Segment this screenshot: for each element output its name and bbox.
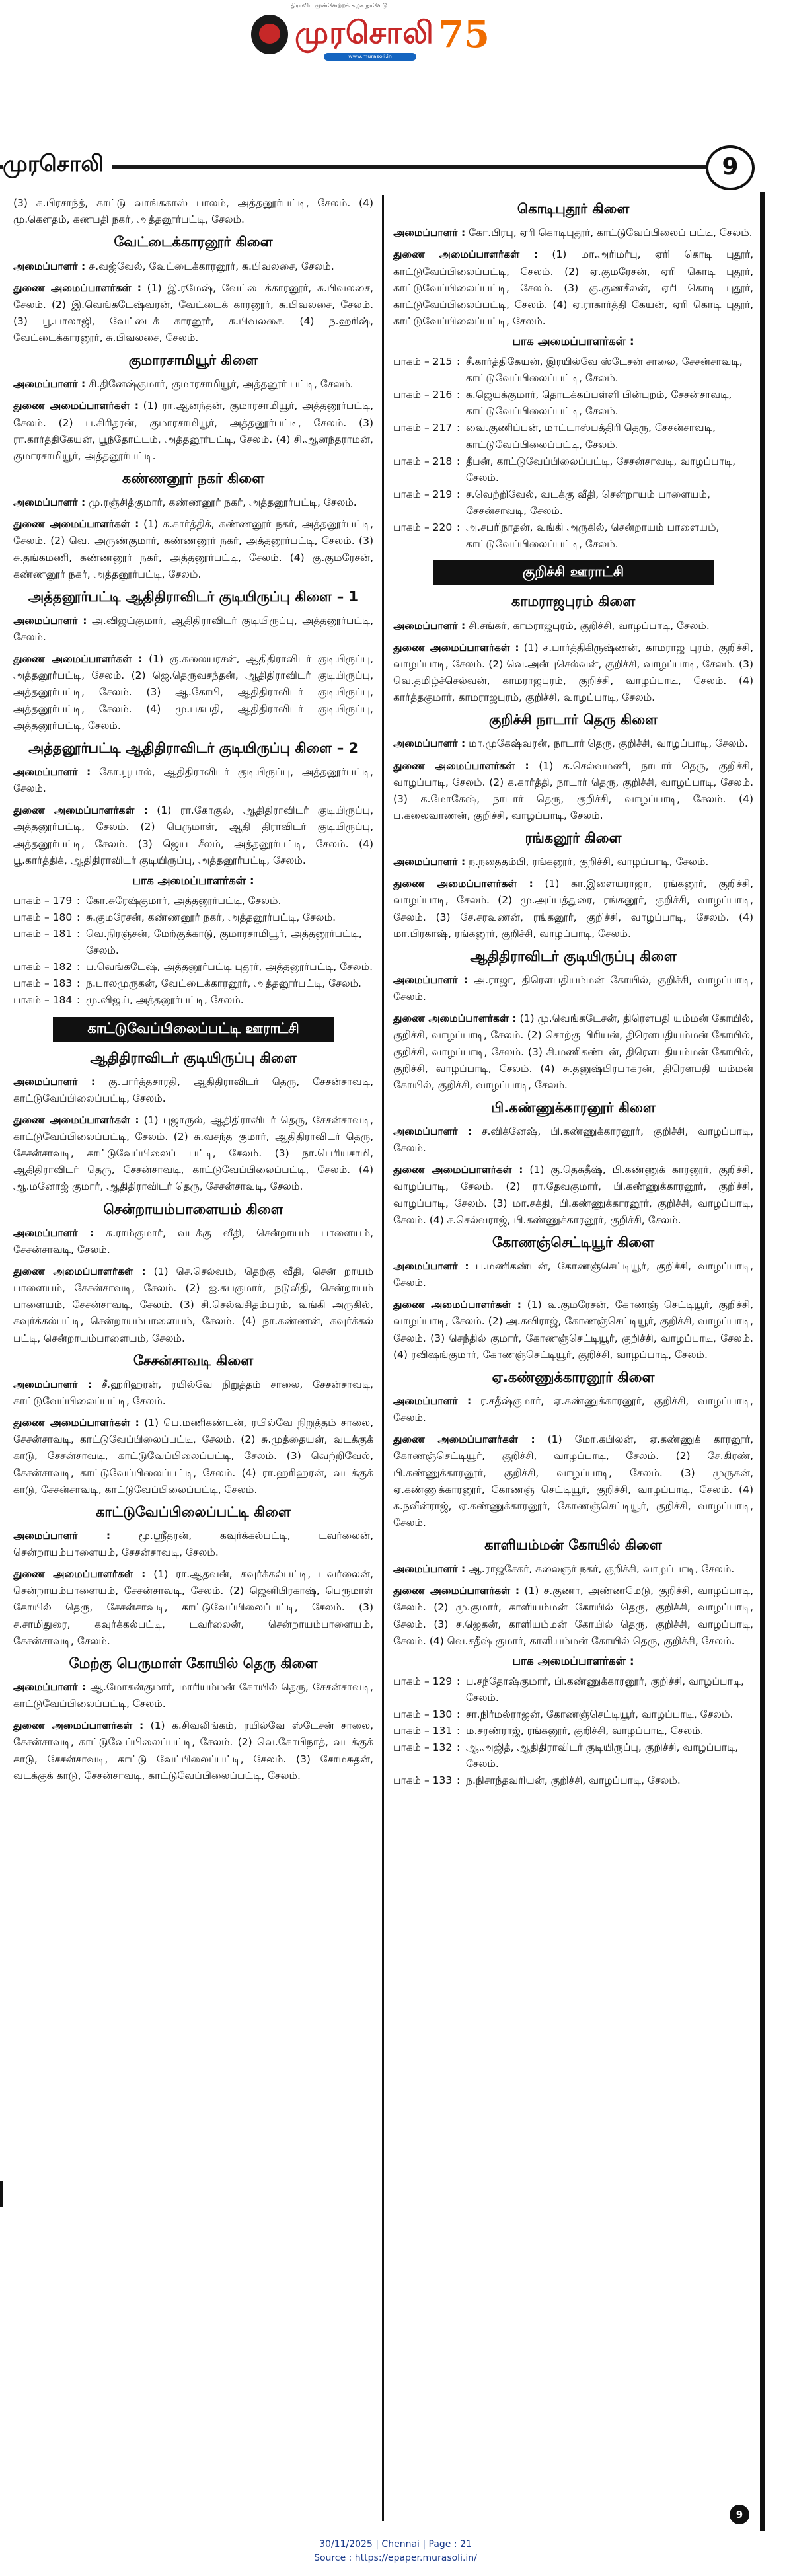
member-paragraph	[393, 1258, 753, 1291]
booth-list	[393, 354, 753, 552]
member-paragraph	[393, 854, 753, 870]
member-paragraph	[13, 1225, 373, 1258]
member-text: சு.ராம்குமார், வடக்கு வீதி, சென்றாயம் பாளையம், சேசன்சாவடி, சேலம்.	[13, 1227, 373, 1256]
column-divider	[382, 195, 384, 2521]
booth-number: பாகம் – 183	[13, 977, 73, 990]
booth-member: மு.விஜய், அத்தனூர்பட்டி, சேலம்.	[86, 994, 244, 1006]
role-label: துணை அமைப்பாளர்கள் :	[393, 641, 519, 654]
booth-number: பாகம் – 130	[393, 1708, 453, 1720]
booth-number: பாகம் – 182	[13, 961, 73, 973]
member-paragraph	[13, 280, 373, 346]
booth-colon: :	[77, 961, 81, 973]
booth-colon: :	[77, 927, 81, 940]
role-label: துணை அமைப்பாளர்கள் :	[13, 1568, 146, 1581]
member-paragraph	[13, 258, 373, 275]
booth-member: ம.சரண்ராஜ், ரங்கனூர், குறிச்சி, வாழப்பாடி, சேலம்.	[466, 1725, 704, 1737]
booth-number: பாகம் – 216	[393, 389, 453, 401]
branch-heading: அத்தனூர்பட்டி ஆதிதிராவிடர் குடியிருப்பு கிளை – 1	[28, 588, 359, 605]
member-text: (1) க.செல்வமணி, நாடார் தெரு, குறிச்சி, வாழப்பாடி, சேலம். (2) க.கார்த்தி, நாடார் தெரு, குறிச்சி, வாழப்பாடி, சேலம். (3) க.மோகேஷ், நாடார் தெரு, குறிச்சி, வாழப்பாடி, சேலம். (4) ப.கலைவாணன், குறிச்சி, வாழப்பாடி, சேலம்.	[393, 759, 753, 821]
branch-heading: ரங்கனூர் கிளை	[525, 829, 622, 846]
member-text: கோ.பிரபு, ஏரி கொடிபுதூர், காட்டுவேப்பிலைப் பட்டி, சேலம்.	[465, 227, 753, 239]
member-paragraph	[13, 613, 373, 646]
sun-emblem-icon	[251, 15, 288, 54]
booth-number: பாகம் – 129	[393, 1675, 453, 1687]
member-text: (1) ரா.ஆனந்தன், குமாரசாமியூர், அத்தனூர்பட்டி, சேலம். (2) ப.கிரிதரன், குமாரசாமியூர், அத்தனூர்பட்டி, சேலம். (3) ரா.கார்த்திகேயன், பூந்தோட்டம், அத்தனூர்பட்டி, சேலம். (4) சி.ஆனந்தராமன், குமாரசாமியூர், அத்தனூர்பட்டி.	[13, 400, 373, 462]
booth-list	[13, 893, 373, 1009]
role-label: அமைப்பாளர் :	[393, 1125, 472, 1138]
member-text: மு.ரஞ்சித்குமார், கண்ணனூர் நகர், அத்தனூர்பட்டி, சேலம்.	[85, 496, 357, 509]
member-text: கோ.பூபால், ஆதிதிராவிடர் குடியிருப்பு, அத்தனூர்பட்டி, சேலம்.	[13, 766, 373, 795]
role-label: துணை அமைப்பாளர்கள் :	[393, 248, 539, 261]
booth-row	[13, 893, 373, 909]
member-text: சி.தினேஷ்குமார், குமாரசாமியூர், அத்தனூர் பட்டி, சேலம்.	[85, 378, 354, 391]
role-label: துணை அமைப்பாளர்கள் :	[13, 653, 143, 665]
left-column	[13, 195, 373, 2521]
branch-heading: மேற்கு பெருமாள் கோயில் தெரு கிளை	[69, 1655, 318, 1671]
member-text: சி.சங்கர், காமராஜபுரம், குறிச்சி, வாழப்பாடி, சேலம்.	[465, 619, 710, 632]
member-paragraph	[393, 1123, 753, 1156]
booth-number: பாகம் – 179	[13, 894, 73, 907]
role-label: அமைப்பாளர் :	[13, 496, 86, 509]
member-text: (1) ச.குணா, அண்ணமேடு, குறிச்சி, வாழப்பாடி, சேலம். (2) மு.குமார், காளியம்மன் கோயில் தெரு, குறிச்சி, வாழப்பாடி, சேலம். (3) ச.ஜெகன், காளியம்மன் கோயில் தெரு, குறிச்சி, வாழப்பாடி, சேலம். (4) வெ.சதீஷ் குமார், காளியம்மன் கோயில் தெரு, குறிச்சி, சேலம்.	[393, 1585, 753, 1647]
masthead	[0, 0, 791, 66]
role-label: துணை அமைப்பாளர்கள் :	[393, 1164, 523, 1176]
member-paragraph	[13, 1415, 373, 1498]
role-label: துணை அமைப்பாளர்கள் :	[13, 282, 141, 294]
booth-colon: :	[457, 422, 461, 434]
member-paragraph	[13, 1679, 373, 1712]
booth-row	[393, 1772, 753, 1789]
member-text: (1) மா.அரிமர்பு, ஏரி கொடி புதூர், காட்டுவேப்பிலைப்பட்டி, சேலம். (2) ஏ.குமரேசன், ஏரி கொடி புதூர், காட்டுவேப்பிலைப்பட்டி, சேலம். (3) கு.குணசீலன், ஏரி கொடி புதூர், காட்டுவேப்பிலைப்பட்டி, சேலம். (4) ஏ.ராகார்த்தி கேயன், ஏரி கொடி புதூர், காட்டுவேப்பிலைப்பட்டி, சேலம்.	[393, 248, 753, 327]
member-text: ச.விக்னேஷ், பி.கண்ணுக்காரனூர், குறிச்சி, வாழப்பாடி, சேலம்.	[393, 1125, 753, 1155]
booth-member: ந.பாலமுருகன், வேட்டைக்காரனூர், அத்தனூர்பட்டி, சேலம்.	[86, 977, 361, 990]
branch-heading: ஆதிதிராவிடர் குடியிருப்பு கிளை	[90, 1049, 297, 1066]
booth-number: பாகம் – 184	[13, 994, 73, 1006]
booth-member: வை.குணிப்பன், மாட்டாஸ்பத்திரி தெரு, சேசன்சாவடி, காட்டுவேப்பிலைப்பட்டி, சேலம்.	[466, 422, 716, 451]
booth-member: சா.நிர்மல்ராஜன், கோணஞ்செட்டியூர், வாழப்பாடி, சேலம்.	[466, 1708, 734, 1720]
branch-heading: கொடிபுதூர் கிளை	[517, 201, 630, 217]
member-paragraph	[13, 195, 373, 228]
booth-row	[393, 519, 753, 552]
member-text: (1) ரா.கோகுல், ஆதிதிராவிடர் குடியிருப்பு, அத்தனூர்பட்டி, சேலம். (2) பெருமாள், ஆதி திராவிடர் குடியிருப்பு, அத்தனூர்பட்டி, சேலம். (3) ஜெய சீலம், அத்தனூர்பட்டி, சேலம். (4) பூ.கார்த்திக், ஆதிதிராவிடர் குடியிருப்பு, அத்தனூர்பட்டி, சேலம்.	[13, 804, 373, 866]
branch-heading: கோணஞ்செட்டியூர் கிளை	[492, 1234, 655, 1250]
member-text: அ.விஜய்குமார், ஆதிதிராவிடர் குடியிருப்பு, அத்தனூர்பட்டி, சேலம்.	[13, 615, 373, 644]
branch-heading: வேட்டைக்காரனூர் கிளை	[114, 234, 273, 250]
booth-colon: :	[77, 977, 81, 990]
branch-heading: ஏ.கண்ணுக்காரனூர் கிளை	[492, 1369, 655, 1385]
member-text: அ.ராஜா, திரௌபதியம்மன் கோயில், குறிச்சி, வாழப்பாடி, சேலம்.	[393, 974, 753, 1003]
branch-heading: சென்றாயம்பாளையம் கிளை	[103, 1201, 283, 1217]
member-text: ர.சதீஷ்குமார், ஏ.கண்ணுக்காரனூர், குறிச்சி, வாழப்பாடி, சேலம்.	[393, 1395, 753, 1424]
member-paragraph	[13, 516, 373, 582]
role-label: அமைப்பாளர் :	[13, 378, 86, 391]
member-text: ஆ.ராஜசேகர், கலைஞர் நகர், குறிச்சி, வாழப்பாடி, சேலம்.	[465, 1563, 735, 1575]
member-text: (1) பெ.மணிகண்டன், ரயில்வே நிறுத்தம் சாலை, சேசன்சாவடி, காட்டுவேப்பிலைப்பட்டி, சேலம். (2) சு.முத்தையன், வடக்குக் காடு, சேசன்சாவடி, காட்டுவேப்பிலைப்பட்டி, சேலம். (3) வெற்றிவேல், சேசன்சாவடி, காட்டுவேப்பிலைப்பட்டி, சேலம். (4) ரா.ஹரிஹரன், வடக்குக் காடு, சேசன்சாவடி, காட்டுவேப்பிலைப்பட்டி, சேலம்.	[13, 1417, 373, 1496]
masthead-subline: www.murasoli.in	[324, 53, 416, 61]
role-label: துணை அமைப்பாளர்கள் :	[13, 400, 139, 412]
panchayat-heading: காட்டுவேப்பிலைப்பட்டி ஊராட்சி	[53, 1017, 334, 1042]
role-label: அமைப்பாளர் :	[393, 227, 466, 239]
member-paragraph	[393, 1297, 753, 1363]
booth-list	[393, 1673, 753, 1790]
booth-row	[393, 387, 753, 420]
booth-number: பாகம் – 131	[393, 1725, 453, 1737]
role-label: துணை அமைப்பாளர்கள் :	[393, 1299, 522, 1311]
booth-row	[393, 1706, 753, 1723]
member-paragraph	[13, 1112, 373, 1195]
role-label: துணை அமைப்பாளர்கள் :	[13, 1266, 146, 1278]
branch-heading: குமாரசாமியூர் கிளை	[128, 352, 258, 369]
booth-member: வெ.நிரஞ்சன், மேற்குக்காடு, குமாரசாமியூர், அத்தனூர்பட்டி, சேலம்.	[86, 927, 362, 957]
member-paragraph	[393, 876, 753, 942]
member-text: (1) செ.செல்வம், தெற்கு வீதி, சென் றாயம் பாளையம், சேசன்சாவடி, சேலம். (2) ஐ.சுபகுமார், நடுவீதி, சென்றாயம் பாளையம், சேசன்சாவடி, சேலம். (3) சி.செல்வசிதம்பரம், வங்கி அருகில், கவுர்க்கல்பட்டி, சென்றாயம்பாளையம், சேலம். (4) நா.கண்ணன், கவுர்க்கல் பட்டி, சென்றாயம்பாளையம், சேலம்.	[13, 1266, 373, 1344]
branch-heading: பி.கண்ணுக்காரனூர் கிளை	[491, 1099, 656, 1116]
article-body	[0, 195, 767, 2521]
role-label: அமைப்பாளர் :	[13, 1075, 96, 1088]
branch-heading: காளியம்மன் கோயில் கிளை	[484, 1536, 662, 1553]
member-text: ப.மணிகண்டன், கோணஞ்செட்டியூர், குறிச்சி, வாழப்பாடி, சேலம்.	[393, 1260, 753, 1289]
booth-member: ச.வெற்றிவேல், வடக்கு வீதி, சென்றாயம் பாளையம், சேசன்சாவடி, சேலம்.	[466, 488, 710, 517]
member-paragraph	[393, 736, 753, 752]
role-label: அமைப்பாளர் :	[13, 260, 86, 272]
booth-row	[393, 1723, 753, 1739]
member-text: (1) கா.இளையராஜா, ரங்கனூர், குறிச்சி, வாழப்பாடி, சேலம். (2) மு.அப்பத்துரை, ரங்கனூர், குறிச்சி, வாழப்பாடி, சேலம். (3) சே.சரவணன், ரங்கனூர், குறிச்சி, வாழப்பாடி, சேலம். (4) மா.பிரகாஷ், ரங்கனூர், குறிச்சி, வாழப்பாடி, சேலம்.	[393, 878, 753, 940]
member-text: (1) இ.ரமேஷ், வேட்டைக்காரனூர், சு.பிவலசை, சேலம். (2) இ.வெங்கடேஷ்வரன், வேட்டைக் காரனூர், சு.பிவலசை, சேலம். (3) பூ.பாலாஜி, வேட்டைக் காரனூர், சு.பிவலசை. (4) ந.ஹரிஷ், வேட்டைக்காரனூர், சு.பிவலசை, சேலம்.	[13, 282, 373, 344]
booth-member: தீபன், காட்டுவேப்பிலைப்பட்டி, சேசன்சாவடி, வாழப்பாடி, சேலம்.	[466, 455, 736, 484]
masthead-tagline: திராவிட முன்னேற்றக் கழக நாளேடு	[291, 3, 388, 9]
booth-colon: :	[77, 994, 81, 1006]
booth-member: சீ.கார்த்திகேயன், இரயில்வே ஸ்டேசன் சாலை, சேசன்சாவடி, காட்டுவேப்பிலைப்பட்டி, சேலம்.	[466, 355, 743, 385]
member-text: ந.நதைதம்பி, ரங்கனூர், குறிச்சி, வாழப்பாடி, சேலம்.	[465, 856, 709, 868]
member-text: மூ.ஸ்ரீதரன், கவுர்க்கல்பட்டி, டவர்லைன், சென்றாயம்பாளையம், சேசன்சாவடி, சேலம்.	[13, 1530, 373, 1559]
booth-row	[393, 1739, 753, 1772]
member-paragraph	[393, 1162, 753, 1228]
role-label: துணை அமைப்பாளர்கள் :	[13, 518, 139, 531]
booth-row	[13, 959, 373, 975]
member-paragraph	[13, 1377, 373, 1410]
booth-member: ப.வெங்கடேஷ், அத்தனூர்பட்டி புதூர், அத்தனூர்பட்டி, சேலம்.	[86, 961, 373, 973]
booth-row	[13, 975, 373, 992]
role-label: அமைப்பாளர் :	[393, 1260, 469, 1273]
booth-colon: :	[457, 521, 461, 534]
booth-number: பாகம் – 220	[393, 521, 453, 534]
member-paragraph	[393, 246, 753, 330]
booth-number: பாகம் – 217	[393, 422, 453, 434]
member-text: (1) ரா.ஆதவன், கவுர்க்கல்பட்டி, டவர்லைன், சென்றாயம்பாளையம், சேசன்சாவடி, சேலம். (2) ஜெனிபிரகாஷ், பெருமாள் கோயில் தெரு, சேசன்சாவடி, காட்டுவேப்பிலைப்பட்டி, சேலம். (3) ச.சாமிதுரை, கவுர்க்கல்பட்டி, டவர்லைன், சென்றாயம்பாளையம், சேசன்சாவடி, சேலம்.	[13, 1568, 373, 1647]
booth-colon: :	[457, 1675, 461, 1687]
role-label: துணை அமைப்பாளர்கள் :	[13, 1114, 139, 1127]
member-paragraph	[393, 1561, 753, 1577]
role-label: அமைப்பாளர் :	[393, 856, 466, 868]
member-paragraph	[13, 376, 373, 393]
booth-colon: :	[457, 1708, 461, 1720]
booth-number: பாகம் – 219	[393, 488, 453, 500]
branch-heading: ஆதிதிராவிடர் குடியிருப்பு கிளை	[470, 948, 677, 964]
corner-page-number: 9	[730, 2505, 749, 2524]
member-paragraph	[393, 758, 753, 824]
member-paragraph	[13, 1528, 373, 1561]
role-label: துணை அமைப்பாளர்கள் :	[13, 1417, 139, 1429]
booth-row	[13, 909, 373, 926]
member-paragraph	[393, 1431, 753, 1531]
right-column	[393, 195, 753, 2521]
member-paragraph	[393, 1583, 753, 1649]
role-label: துணை அமைப்பாளர்கள் :	[393, 759, 529, 772]
subheading: பாக அமைப்பாளர்கள் :	[132, 874, 254, 888]
member-text: (1) க.சிவலிங்கம், ரயில்வே ஸ்டேசன் சாலை, சேசன்சாவடி, காட்டுவேப்பிலைப்பட்டி, சேலம். (2) வெ.கோபிநாத், வடக்குக் காடு, சேசன்சாவடி, காட்டு வேப்பிலைப்பட்டி, சேலம். (3) சோமசுதன், வடக்குக் காடு, சேசன்சாவடி, காட்டுவேப்பிலைப்பட்டி, சேலம்.	[13, 1720, 373, 1782]
booth-number: பாகம் – 133	[393, 1774, 453, 1787]
member-text: (3) க.பிரசாந்த், காட்டு வாங்ககாஸ் பாலம், அத்தனூர்பட்டி, சேலம். (4) மு.கௌதம், கணபதி நகர், அத்தனூர்பட்டி, சேலம்.	[13, 197, 373, 226]
member-paragraph	[13, 651, 373, 734]
booth-colon: :	[457, 1725, 461, 1737]
booth-colon: :	[77, 894, 81, 907]
member-paragraph	[13, 494, 373, 511]
member-text: (1) ச.பார்த்திகிருஷ்ணன், காமராஜ புரம், குறிச்சி, வாழப்பாடி, சேலம். (2) வெ.அன்புசெல்வன், குறிச்சி, வாழப்பாடி, சேலம். (3) வெ.தமிழ்ச்செல்வன், காமராஜபுரம், குறிச்சி, வாழப்பாடி, சேலம். (4) கார்த்தகுமார், காமராஜபுரம், குறிச்சி, வாழப்பாடி, சேலம்.	[393, 641, 753, 703]
member-paragraph	[393, 640, 753, 706]
role-label: அமைப்பாளர் :	[13, 615, 87, 627]
footer-edition-info: 30/11/2025 | Chennai | Page : 21	[319, 2539, 472, 2550]
member-paragraph	[13, 1074, 373, 1107]
booth-row	[393, 486, 753, 519]
role-label: அமைப்பாளர் :	[13, 1681, 87, 1694]
branch-heading: அத்தனூர்பட்டி ஆதிதிராவிடர் குடியிருப்பு கிளை – 2	[28, 739, 359, 756]
member-paragraph	[393, 972, 753, 1005]
section-name: முரசொலி	[3, 151, 112, 180]
branch-heading: கண்ணனூர் நகர் கிளை	[122, 470, 265, 486]
branch-heading: குறிச்சி நாடார் தெரு கிளை	[488, 712, 658, 728]
branch-heading: காட்டுவேப்பிலைப்பட்டி கிளை	[96, 1503, 291, 1520]
branch-heading: சேசன்சாவடி கிளை	[133, 1352, 254, 1369]
page-footer	[0, 2538, 791, 2565]
member-paragraph	[393, 1010, 753, 1094]
anniversary-badge: 75	[438, 13, 490, 56]
role-label: துணை அமைப்பாளர்கள் :	[393, 1012, 517, 1025]
member-text: சீ.ஹரிஹரன், ரயில்வே நிறுத்தம் சாலை, சேசன்சாவடி, காட்டுவேப்பிலைப்பட்டி, சேலம்.	[13, 1378, 373, 1408]
booth-row	[393, 420, 753, 453]
member-text: (1) கு.கலையரசன், ஆதிதிராவிடர் குடியிருப்பு, அத்தனூர்பட்டி, சேலம். (2) ஜெ.தெருவசந்தன், ஆதிதிராவிடர் குடியிருப்பு, அத்தனூர்பட்டி, சேலம். (3) ஆ.கோபி, ஆதிதிராவிடர் குடியிருப்பு, அத்தனூர்பட்டி, சேலம். (4) மு.பசுபதி, ஆதிதிராவிடர் குடியிருப்பு, அத்தனூர்பட்டி, சேலம்.	[13, 653, 373, 732]
booth-member: கோ.சுரேஷ்குமார், அத்தனூர்பட்டி, சேலம்.	[86, 894, 282, 907]
role-label: துணை அமைப்பாளர்கள் :	[13, 1720, 144, 1732]
panchayat-heading: குறிச்சி ஊராட்சி	[433, 560, 714, 585]
booth-colon: :	[457, 355, 461, 367]
member-text: ஆ.மோகன்குமார், மாரியம்மன் கோயில் தெரு, சேசன்சாவடி, காட்டுவேப்பிலைப்பட்டி, சேலம்.	[13, 1681, 373, 1710]
booth-row	[393, 354, 753, 387]
role-label: அமைப்பாளர் :	[13, 766, 91, 778]
member-paragraph	[13, 1264, 373, 1347]
masthead-title: முரசொலி	[295, 14, 434, 50]
member-paragraph	[13, 764, 373, 797]
member-text: சு.வஜ்வேல், வேட்டைக்காரனூர், சு.பிவலசை, சேலம்.	[85, 260, 334, 272]
booth-colon: :	[457, 455, 461, 467]
member-text: (1) வ.குமரேசன், கோணஞ் செட்டியூர், குறிச்சி, வாழப்பாடி, சேலம். (2) அ.கவிராஜ், கோணஞ்செட்டியூர், குறிச்சி, வாழப்பாடி, சேலம். (3) செந்தில் குமார், கோணஞ்செட்டியூர், குறிச்சி, வாழப்பாடி, சேலம். (4) ரவிஷங்குமார், கோணஞ்செட்டியூர், குறிச்சி, வாழப்பாடி, சேலம்.	[393, 1299, 753, 1361]
role-label: துணை அமைப்பாளர்கள் :	[393, 1433, 535, 1446]
member-text: கு.பார்த்தசாரதி, ஆதிதிராவிடர் தெரு, சேசன்சாவடி, காட்டுவேப்பிலைப்பட்டி, சேலம்.	[13, 1075, 373, 1104]
booth-member: சு.குமரேசன், கண்ணனூர் நகர், அத்தனூர்பட்டி, சேலம்.	[86, 911, 336, 923]
member-text: (1) புஜாருல், ஆதிதிராவிடர் தெரு, சேசன்சாவடி, காட்டுவேப்பிலைப்பட்டி, சேலம். (2) சு.வசந்த குமார், ஆதிதிராவிடர் தெரு, சேசன்சாவடி, காட்டுவேப்பிலைப் பட்டி, சேலம். (3) நா.பெரியசாமி, ஆதிதிராவிடர் தெரு, சேசன்சாவடி, காட்டுவேப்பிலைப்பட்டி, சேலம். (4) ஆ.மனோஜ் குமார், ஆதிதிராவிடர் தெரு, சேசன்சாவடி, சேலம்.	[13, 1114, 373, 1193]
member-text: (1) க.கார்த்திக், கண்ணனூர் நகர், அத்தனூர்பட்டி, சேலம். (2) வெ. அருண்குமார், கண்ணனூர் நகர், அத்தனூர்பட்டி, சேலம். (3) சு.தங்கமணி, கண்ணனூர் நகர், அத்தனூர்பட்டி, சேலம். (4) கு.குமரேசன், கண்ணனூர் நகர், அத்தனூர்பட்டி, சேலம்.	[13, 518, 373, 580]
booth-number: பாகம் – 132	[393, 1741, 453, 1754]
page-number-badge: 9	[706, 145, 755, 190]
booth-colon: :	[457, 1741, 461, 1754]
booth-colon: :	[77, 911, 81, 923]
branch-heading: காமராஜபுரம் கிளை	[511, 593, 636, 610]
member-paragraph	[393, 618, 753, 634]
member-paragraph	[13, 398, 373, 464]
footer-source-link[interactable]: Source : https://epaper.murasoli.in/	[314, 2553, 477, 2563]
member-text: (1) மோ.கபிலன், ஏ.கண்ணுக் காரனூர், கோணஞ்செட்டியூர், குறிச்சி, வாழப்பாடி, சேலம். (2) சே.கிரண், பி.கண்ணுக்காரனூர், குறிச்சி, வாழப்பாடி, சேலம். (3) முருகன், ஏ.கண்ணுக்காரனூர், கோணஞ் செட்டியூர், குறிச்சி, வாழப்பாடி, சேலம். (4) க.நவீன்ராஜ், ஏ.கண்ணுக்காரனூர், கோணஞ்செட்டியூர், குறிச்சி, வாழப்பாடி, சேலம்.	[393, 1433, 753, 1529]
member-paragraph	[13, 1566, 373, 1649]
booth-number: பாகம் – 181	[13, 927, 73, 940]
member-text: மா.முகேஷ்வரன், நாடார் தெரு, குறிச்சி, வாழப்பாடி, சேலம்.	[465, 738, 748, 750]
role-label: அமைப்பாளர் :	[393, 974, 469, 987]
booth-member: க.ஜெயக்குமார், தொடக்கப்பள்ளி பின்புறம், சேசன்சாவடி, காட்டுவேப்பிலைப்பட்டி, சேலம்.	[466, 389, 732, 418]
subheading: பாக அமைப்பாளர்கள் :	[512, 334, 634, 348]
role-label: அமைப்பாளர் :	[393, 738, 466, 750]
role-label: அமைப்பாளர் :	[13, 1530, 111, 1542]
role-label: துணை அமைப்பாளர்கள் :	[13, 804, 148, 817]
member-text: (1) கு.தெசுதீஷ், பி.கண்ணுக் காரனூர், குறிச்சி, வாழப்பாடி, சேலம். (2) ரா.தேவகுமார், பி.கண்ணுக்காரனூர், குறிச்சி, வாழப்பாடி, சேலம். (3) மா.சக்தி, பி.கண்ணுக்காரனூர், குறிச்சி, வாழப்பாடி, சேலம். (4) ச.செல்வராஜ், பி.கண்ணுக்காரனூர், குறிச்சி, சேலம்.	[393, 1164, 753, 1226]
booth-row	[13, 926, 373, 959]
booth-member: ந.நிசாந்தவரியன், குறிச்சி, வாழப்பாடி, சேலம்.	[466, 1774, 681, 1787]
role-label: துணை அமைப்பாளர்கள் :	[393, 878, 533, 890]
role-label: அமைப்பாளர் :	[13, 1227, 94, 1239]
booth-number: பாகம் – 215	[393, 355, 453, 367]
booth-colon: :	[457, 1774, 461, 1787]
subheading: பாக அமைப்பாளர்கள் :	[512, 1654, 634, 1668]
role-label: அமைப்பாளர் :	[393, 619, 466, 632]
booth-number: பாகம் – 218	[393, 455, 453, 467]
member-paragraph	[13, 1718, 373, 1784]
booth-member: ஆ.அஜித், ஆதிதிராவிடர் குடியிருப்பு, குறிச்சி, வாழப்பாடி, சேலம்.	[466, 1741, 739, 1770]
role-label: அமைப்பாளர் :	[13, 1378, 92, 1390]
booth-member: அ.சபரிநாதன், வங்கி அருகில், சென்றாயம் பாளையம், காட்டுவேப்பிலைப்பட்டி, சேலம்.	[466, 521, 720, 550]
booth-row	[13, 992, 373, 1008]
booth-number: பாகம் – 180	[13, 911, 73, 923]
booth-row	[393, 1673, 753, 1706]
role-label: துணை அமைப்பாளர்கள் :	[393, 1585, 520, 1597]
role-label: அமைப்பாளர் :	[393, 1563, 466, 1575]
booth-colon: :	[457, 488, 461, 500]
page-header-bar	[0, 139, 791, 192]
role-label: அமைப்பாளர் :	[393, 1395, 472, 1408]
member-paragraph	[393, 1393, 753, 1426]
booth-row	[393, 453, 753, 486]
member-text: (1) மு.வெங்கடேசன், திரௌபதி யம்மன் கோயில், குறிச்சி, வாழப்பாடி, சேலம். (2) சொற்கு பிரியன், திரௌபதியம்மன் கோயில், குறிச்சி, வாழப்பாடி, சேலம். (3) சி.மணிகண்டன், திரௌபதியம்மன் கோயில், குறிச்சி, வாழப்பாடி, சேலம். (4) சு.தனுஷ்பிரபாகரன், திரௌபதி யம்மன் கோயில், குறிச்சி, வாழப்பாடி, சேலம்.	[393, 1012, 753, 1091]
member-paragraph	[13, 802, 373, 868]
member-paragraph	[393, 225, 753, 241]
booth-member: ப.சந்தோஷ்குமார், பி.கண்ணுக்காரனூர், குறிச்சி, வாழப்பாடி, சேலம்.	[466, 1675, 744, 1704]
booth-colon: :	[457, 389, 461, 401]
